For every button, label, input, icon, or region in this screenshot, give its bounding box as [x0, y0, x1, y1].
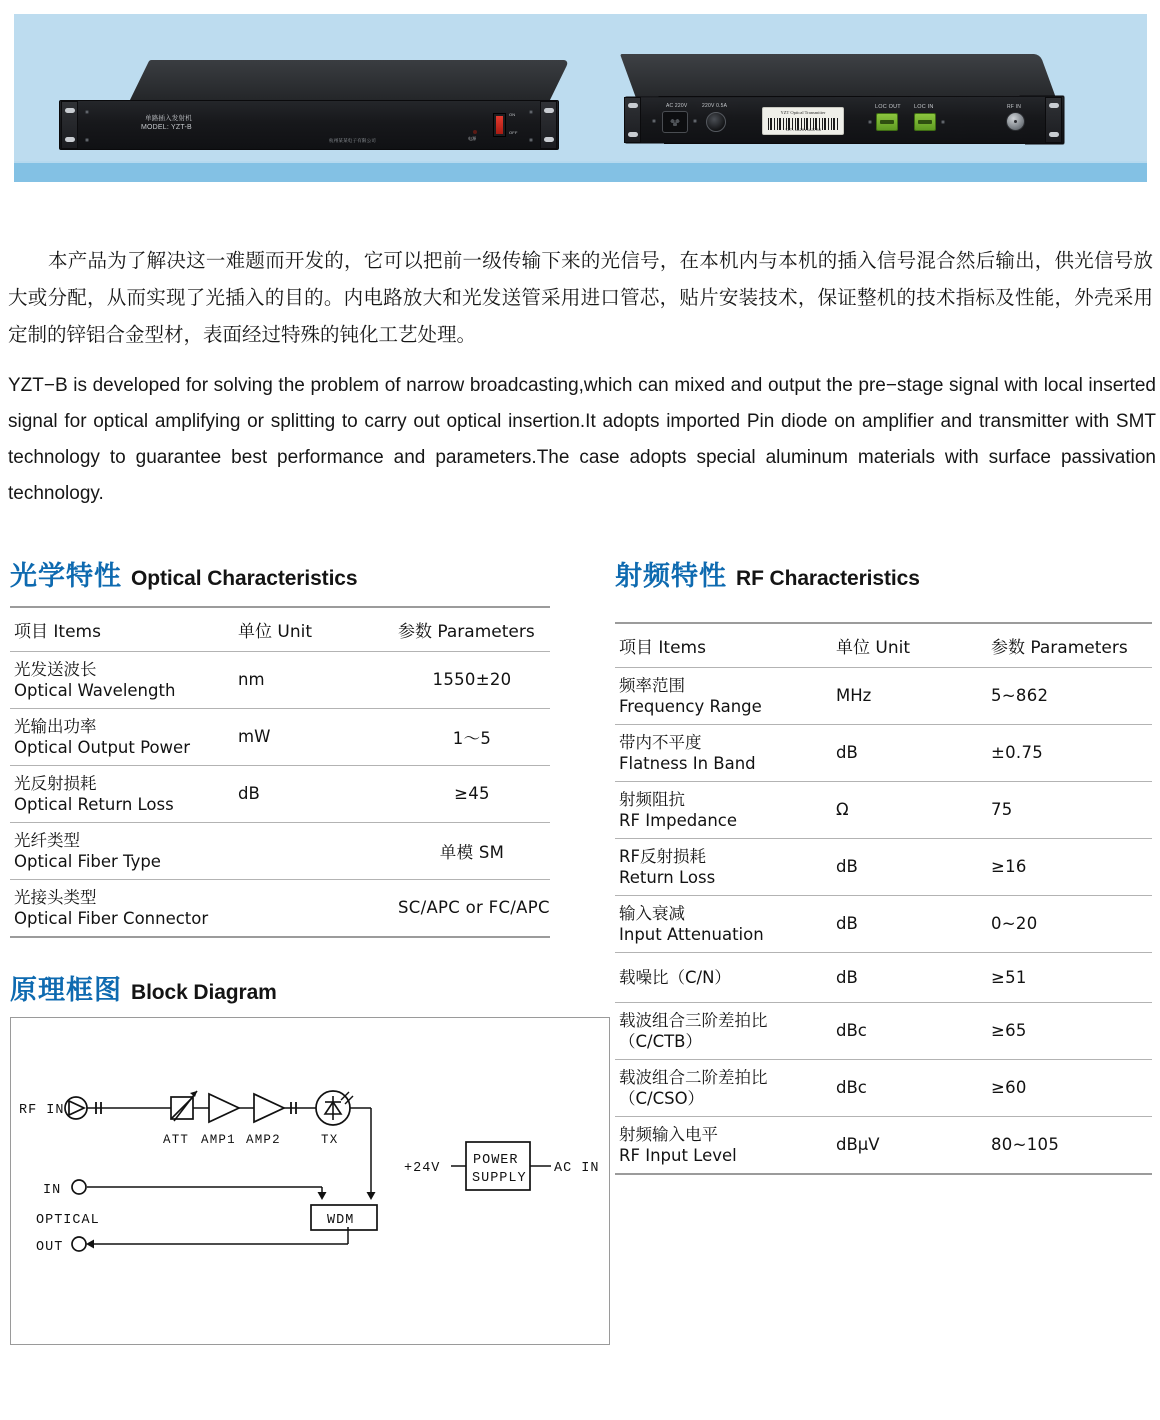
- rf-in-label: RF IN: [1007, 104, 1022, 110]
- row-parameter: ≥60: [987, 1059, 1152, 1116]
- row-unit: dBμV: [832, 1116, 987, 1174]
- row-parameter: SC/APC or FC/APC: [394, 879, 550, 937]
- att-label: ATT: [163, 1133, 190, 1147]
- front-silkscreen-model: MODEL: YZT-B: [141, 124, 192, 131]
- rack-ear-left-front: [61, 101, 78, 149]
- rf-characteristics-heading: [615, 554, 920, 593]
- amp2-triangle: [254, 1094, 284, 1122]
- rack-ear-right-rear: [1045, 97, 1062, 143]
- table-row: [10, 708, 550, 765]
- row-item: [615, 1002, 832, 1059]
- tx-label: TX: [321, 1133, 339, 1147]
- loc-in-label: LOC IN: [914, 104, 934, 110]
- table-row: [10, 651, 550, 708]
- row-unit: Ω: [832, 781, 987, 838]
- row-unit: nm: [234, 651, 394, 708]
- row-item: [615, 1116, 832, 1174]
- amp1-label: AMP1: [201, 1133, 236, 1147]
- row-item: [10, 822, 234, 879]
- optical-out-port-icon: [72, 1237, 86, 1251]
- row-unit: mW: [234, 708, 394, 765]
- item-en: Return Loss: [619, 867, 716, 887]
- item-cn: 射频阻抗: [619, 789, 685, 809]
- panel-screw: [941, 120, 945, 124]
- item-en: Optical Return Loss: [14, 794, 174, 814]
- row-item: [615, 895, 832, 952]
- front-silkscreen-company: 杭州某某电子有限公司: [329, 138, 376, 143]
- row-unit: [234, 879, 394, 937]
- row-parameter: 单模 SM: [394, 822, 550, 879]
- row-item: [615, 724, 832, 781]
- power-supply-label-line1: POWER: [473, 1153, 519, 1168]
- power-led: [473, 130, 477, 134]
- item-en: Optical Output Power: [14, 737, 190, 757]
- block-diagram-heading-en: Block Diagram: [131, 981, 277, 1004]
- row-unit: dB: [234, 765, 394, 822]
- switch-off-label: OFF: [509, 130, 518, 135]
- table-row: [10, 822, 550, 879]
- item-cn: 射频输入电平: [619, 1124, 718, 1144]
- row-parameter: 5~862: [987, 667, 1152, 724]
- loc-out-optical-port[interactable]: [876, 113, 898, 131]
- chassis-rear-face: [625, 96, 1065, 145]
- front-panel-device: [59, 60, 559, 156]
- row-parameter: 75: [987, 781, 1152, 838]
- row-parameter: ≥16: [987, 838, 1152, 895]
- row-unit: dB: [832, 952, 987, 1002]
- item-cn: 光纤类型: [14, 830, 80, 850]
- item-cn: 载波组合三阶差拍比: [619, 1010, 768, 1030]
- row-item: [10, 651, 234, 708]
- row-item: [10, 879, 234, 937]
- optical-group-label: OPTICAL: [36, 1213, 100, 1228]
- rf-heading-en: RF Characteristics: [736, 567, 920, 590]
- row-item: [615, 781, 832, 838]
- row-parameter: ≥45: [394, 765, 550, 822]
- row-parameter: ±0.75: [987, 724, 1152, 781]
- table-row: [615, 781, 1152, 838]
- ac-in-label: AC IN: [554, 1161, 600, 1176]
- row-parameter: ≥51: [987, 952, 1152, 1002]
- optical-characteristics-table: [10, 606, 550, 938]
- item-en: RF Input Level: [619, 1145, 737, 1165]
- row-parameter: 0~20: [987, 895, 1152, 952]
- item-en: Flatness In Band: [619, 753, 756, 773]
- block-diagram-heading-cn: 原理框图: [10, 975, 122, 1006]
- item-en: （C/CSO）: [619, 1088, 705, 1108]
- chassis-top-rear: [620, 54, 1056, 98]
- col-header-parameters: 参数 Parameters: [987, 623, 1152, 667]
- item-cn: 带内不平度: [619, 732, 702, 752]
- rf-in-f-connector[interactable]: [1006, 112, 1025, 131]
- panel-screw: [85, 138, 89, 142]
- item-en: Optical Wavelength: [14, 680, 176, 700]
- front-silkscreen-title: 单路插入发射机: [145, 115, 192, 122]
- row-unit: dB: [832, 895, 987, 952]
- row-parameter: 1～5: [394, 708, 550, 765]
- row-item: [10, 765, 234, 822]
- optical-in-port-icon: [72, 1180, 86, 1194]
- power-supply-label-line2: SUPPLY: [472, 1171, 527, 1186]
- block-diagram-svg: [11, 1018, 609, 1344]
- col-header-items: 项目 Items: [10, 607, 234, 651]
- col-header-unit: 单位 Unit: [832, 623, 987, 667]
- item-en: Frequency Range: [619, 696, 762, 716]
- row-item: [615, 667, 832, 724]
- block-diagram-heading: [10, 968, 277, 1007]
- row-unit: dBc: [832, 1002, 987, 1059]
- power-rocker-switch[interactable]: [493, 113, 506, 137]
- item-en: Optical Fiber Connector: [14, 908, 209, 928]
- description-english: YZT−B is developed for solving the problem of narrow broadcasting,which can mixed and output the pre−stage signal with local inserted signal for optical amplifying or splitting to carry out optical insertion.It adopts imported Pin diode on amplifier and transmitter with SMT technology to guarantee best performance and parameters.The case adopts special aluminum materials with surface passivation technology.: [8, 375, 1156, 504]
- panel-screw: [652, 119, 656, 123]
- block-diagram-figure: [10, 1017, 610, 1345]
- power-led-label: 电源: [468, 136, 477, 141]
- table-row: [615, 895, 1152, 952]
- col-header-unit: 单位 Unit: [234, 607, 394, 651]
- table-header-row: [10, 607, 550, 651]
- ac-inlet-label: AC 220V: [666, 103, 688, 109]
- rack-ear-right-front: [540, 101, 557, 149]
- amp1-triangle: [209, 1094, 239, 1122]
- row-item: [10, 708, 234, 765]
- rack-ear-left-rear: [624, 97, 641, 143]
- table-row: [10, 765, 550, 822]
- fuse-label: 220V 0.5A: [702, 103, 728, 109]
- row-item: [615, 1059, 832, 1116]
- item-cn: RF反射损耗: [619, 846, 706, 866]
- table-row: [615, 838, 1152, 895]
- item-cn: 光发送波长: [14, 659, 97, 679]
- table-row: [615, 724, 1152, 781]
- rf-characteristics-table: [615, 622, 1152, 1175]
- item-cn: 输入衰减: [619, 903, 685, 923]
- row-unit: dB: [832, 724, 987, 781]
- optical-heading-cn: 光学特性: [10, 561, 122, 592]
- row-unit: dB: [832, 838, 987, 895]
- rf-in-port-arrow: [69, 1101, 84, 1115]
- description-chinese: 本产品为了解决这一难题而开发的，它可以把前一级传输下来的光信号，在本机内与本机的插入信号混合然后输出，供光信号放大或分配，从而实现了光插入的目的。内电路放大和光发送管采用进口管芯，贴片安装技术，保证整机的技术指标及性能，外壳采用定制的锌铝合金型材，表面经过特殊的钝化工艺处理。: [8, 248, 1153, 346]
- switch-on-label: ON: [509, 112, 516, 117]
- product-image-banner: [14, 14, 1147, 182]
- table-row: [615, 1116, 1152, 1174]
- row-unit: [234, 822, 394, 879]
- item-cn: 载噪比（C/N）: [619, 967, 731, 987]
- chassis-top-front: [129, 60, 569, 102]
- panel-screw: [868, 120, 872, 124]
- row-parameter: 1550±20: [394, 651, 550, 708]
- panel-screw: [529, 110, 533, 114]
- row-parameter: ≥65: [987, 1002, 1152, 1059]
- barcode-caption: YZT Optical Transmitter: [780, 110, 826, 115]
- banner-floor-strip: [14, 161, 1147, 182]
- item-cn: 光反射损耗: [14, 773, 97, 793]
- table-header-row: [615, 623, 1152, 667]
- col-header-items: 项目 Items: [615, 623, 832, 667]
- rf-heading-cn: 射频特性: [615, 561, 727, 592]
- panel-screw: [529, 138, 533, 142]
- item-cn: 频率范围: [619, 675, 685, 695]
- amp2-label: AMP2: [246, 1133, 281, 1147]
- table-row: [615, 667, 1152, 724]
- barcode-label: [762, 107, 844, 135]
- loc-in-optical-port[interactable]: [914, 113, 936, 131]
- item-cn: 载波组合二阶差拍比: [619, 1067, 768, 1087]
- optical-out-label: OUT: [36, 1240, 64, 1255]
- table-row: [615, 952, 1152, 1002]
- item-en: Optical Fiber Type: [14, 851, 161, 871]
- loc-out-label: LOC OUT: [875, 104, 901, 110]
- panel-screw: [85, 110, 89, 114]
- optical-in-label: IN: [43, 1183, 62, 1198]
- row-item: [615, 838, 832, 895]
- item-en: RF Impedance: [619, 810, 738, 830]
- col-header-parameters: 参数 Parameters: [394, 607, 550, 651]
- table-row: [615, 1002, 1152, 1059]
- row-parameter: 80~105: [987, 1116, 1152, 1174]
- row-item: [615, 952, 832, 1002]
- fuse-holder[interactable]: [706, 112, 726, 132]
- chassis-front-face: [59, 100, 559, 150]
- ac-power-inlet[interactable]: [662, 111, 688, 133]
- item-en: Input Attenuation: [619, 924, 764, 944]
- rf-in-label: RF IN: [19, 1103, 65, 1118]
- table-row: [10, 879, 550, 937]
- wdm-label: WDM: [327, 1213, 355, 1228]
- item-cn: 光输出功率: [14, 716, 97, 736]
- barcode-number: YZT-1B20V5A3783: [784, 129, 821, 133]
- item-cn: 光接头类型: [14, 887, 97, 907]
- panel-screw: [693, 119, 697, 123]
- row-unit: dBc: [832, 1059, 987, 1116]
- table-row: [615, 1059, 1152, 1116]
- row-unit: MHz: [832, 667, 987, 724]
- rear-panel-device: [614, 54, 1074, 158]
- dc-24v-label: +24V: [404, 1161, 441, 1176]
- optical-characteristics-heading: [10, 554, 357, 593]
- optical-heading-en: Optical Characteristics: [131, 567, 358, 590]
- item-en: （C/CTB）: [619, 1031, 702, 1051]
